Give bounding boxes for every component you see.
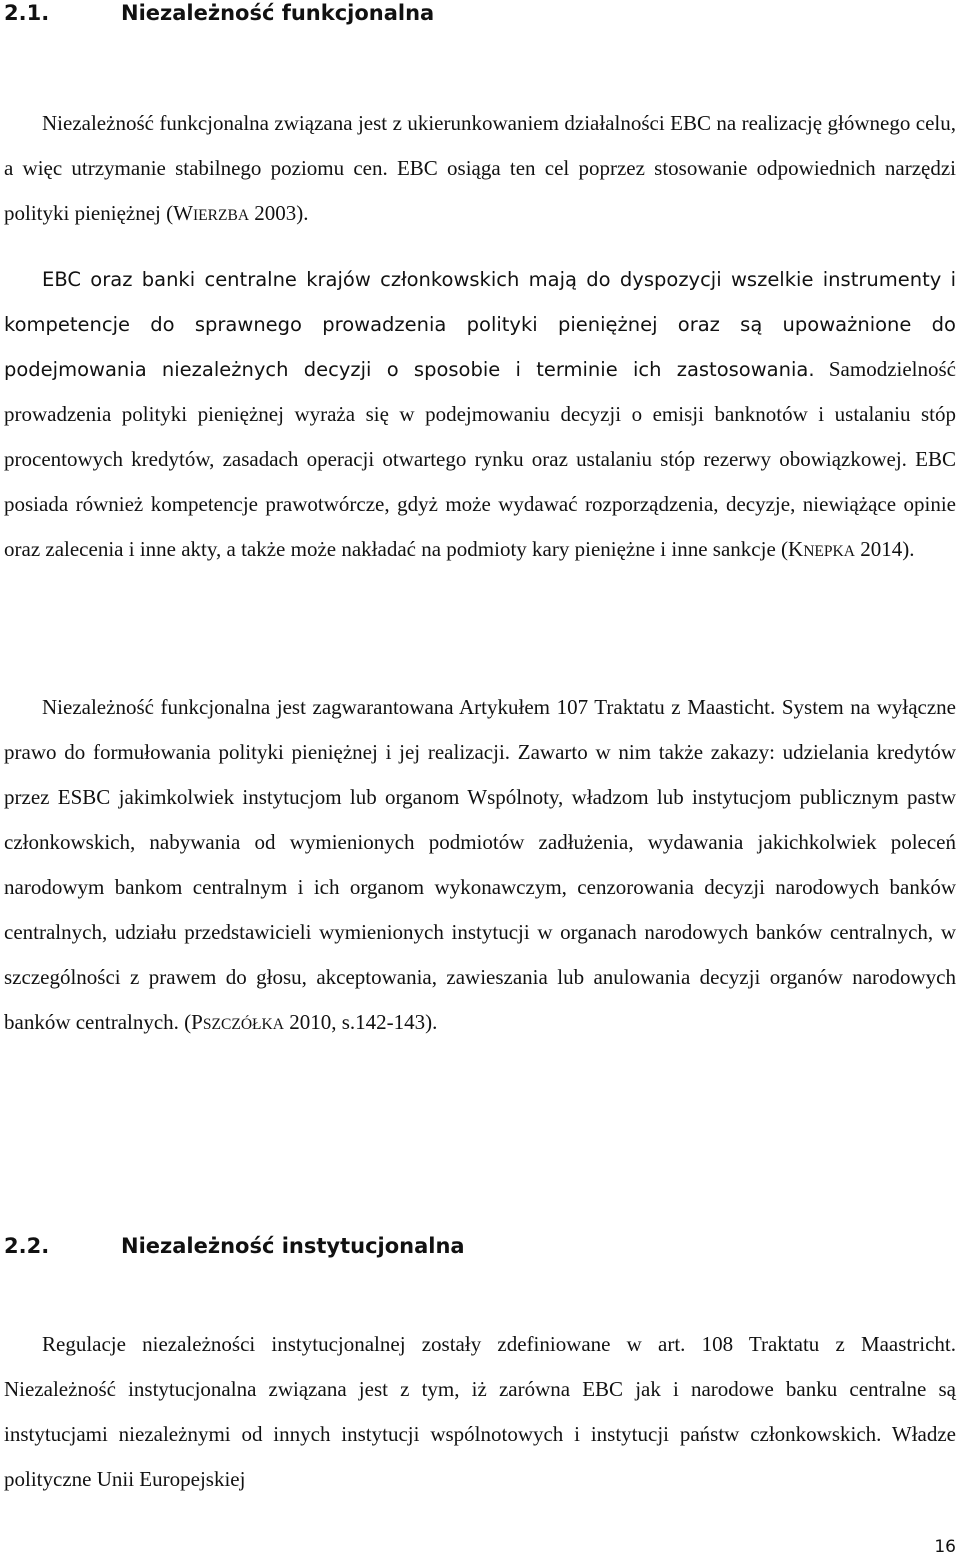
paragraph-institutional-intro — [4, 1322, 956, 1502]
paragraph-text: Samodzielność prowadzenia polityki pieniężnej wyraża się w podejmowaniu decyzji o emisji banknotów i ustalaniu stóp procentowych kredytów, zasadach operacji otwartego rynku oraz ustalaniu stóp rezerwy obowiązkowej. EBC posiada również kompetencje prawotwórcze, gdyż może wydawać rozporządzenia, decyzje, niewiążące opinie oraz zalecenia i inne akty, a także może nakładać na podmioty kary pieniężne i inne sankcje (K — [4, 357, 956, 561]
section-title: Niezależność funkcjonalna — [121, 1, 435, 25]
section-heading-2-2 — [4, 1233, 465, 1259]
page-number: 16 — [934, 1537, 956, 1557]
citation-author: NEPKA — [803, 543, 855, 560]
citation-year: 2003). — [249, 201, 309, 225]
citation-year: 2010, s.142-143). — [283, 1010, 438, 1034]
section-heading-2-1 — [4, 0, 434, 26]
paragraph-ebc-instruments — [4, 257, 956, 574]
section-title: Niezależność instytucjonalna — [121, 1234, 465, 1258]
citation-year: 2014). — [854, 537, 915, 561]
paragraph-text-sans: EBC oraz banki centralne krajów członkowskich mają do dyspozycji wszelkie instrumenty i kompetencje do sprawnego prowadzenia polityki pieniężnej oraz są upoważnione do podejmowania niezależnych decyzji o sposobie i terminie ich zastosowania. — [4, 268, 956, 381]
paragraph-text: Niezależność funkcjonalna jest zagwarantowana Artykułem 107 Traktatu z Maasticht. System na wyłączne prawo do formułowania polityki pieniężnej i jej realizacji. Zawarto w nim także zakazy: udzielania kredytów przez ESBC jakimkolwiek instytucjom lub organom Wspólnoty, władzom lub instytucjom publicznym pastw członkowskich, nabywania od wymienionych podmiotów zadłużenia, wydawania jakichkolwiek poleceń narodowym bankom centralnym i ich organom wykonawczym, cenzorowania decyzji narodowych banków centralnych, udziału przedstawicieli wymienionych instytucji w organach narodowych banków centralnych, w szczególności z prawem do głosu, akceptowania, zawieszania lub anulowania decyzji organów narodowych banków centralnych. (P — [4, 695, 956, 1034]
paragraph-text: Regulacje niezależności instytucjonalnej zostały zdefiniowane w art. 108 Traktatu z Maastricht. Niezależność instytucjonalna związana jest z tym, iż zarówna EBC jak i narodowe banku centralne są instytucjami niezależnymi od innych instytucji wspólnotowych i instytucji państw członkowskich. Władze polityczne Unii Europejskiej — [4, 1332, 956, 1491]
section-number: 2.2. — [4, 1234, 50, 1258]
citation-author: IERZBA — [192, 207, 250, 224]
paragraph-functional-intro — [4, 101, 956, 238]
citation-author: SZCZÓŁKA — [202, 1016, 284, 1033]
paragraph-treaty-article-107 — [4, 685, 956, 1047]
paragraph-text: Niezależność funkcjonalna związana jest z ukierunkowaniem działalności EBC na realizację głównego celu, a więc utrzymanie stabilnego poziomu cen. EBC osiąga ten cel poprzez stosowanie odpowiednich narzędzi polityki pieniężnej (W — [4, 111, 956, 225]
section-number: 2.1. — [4, 1, 50, 25]
